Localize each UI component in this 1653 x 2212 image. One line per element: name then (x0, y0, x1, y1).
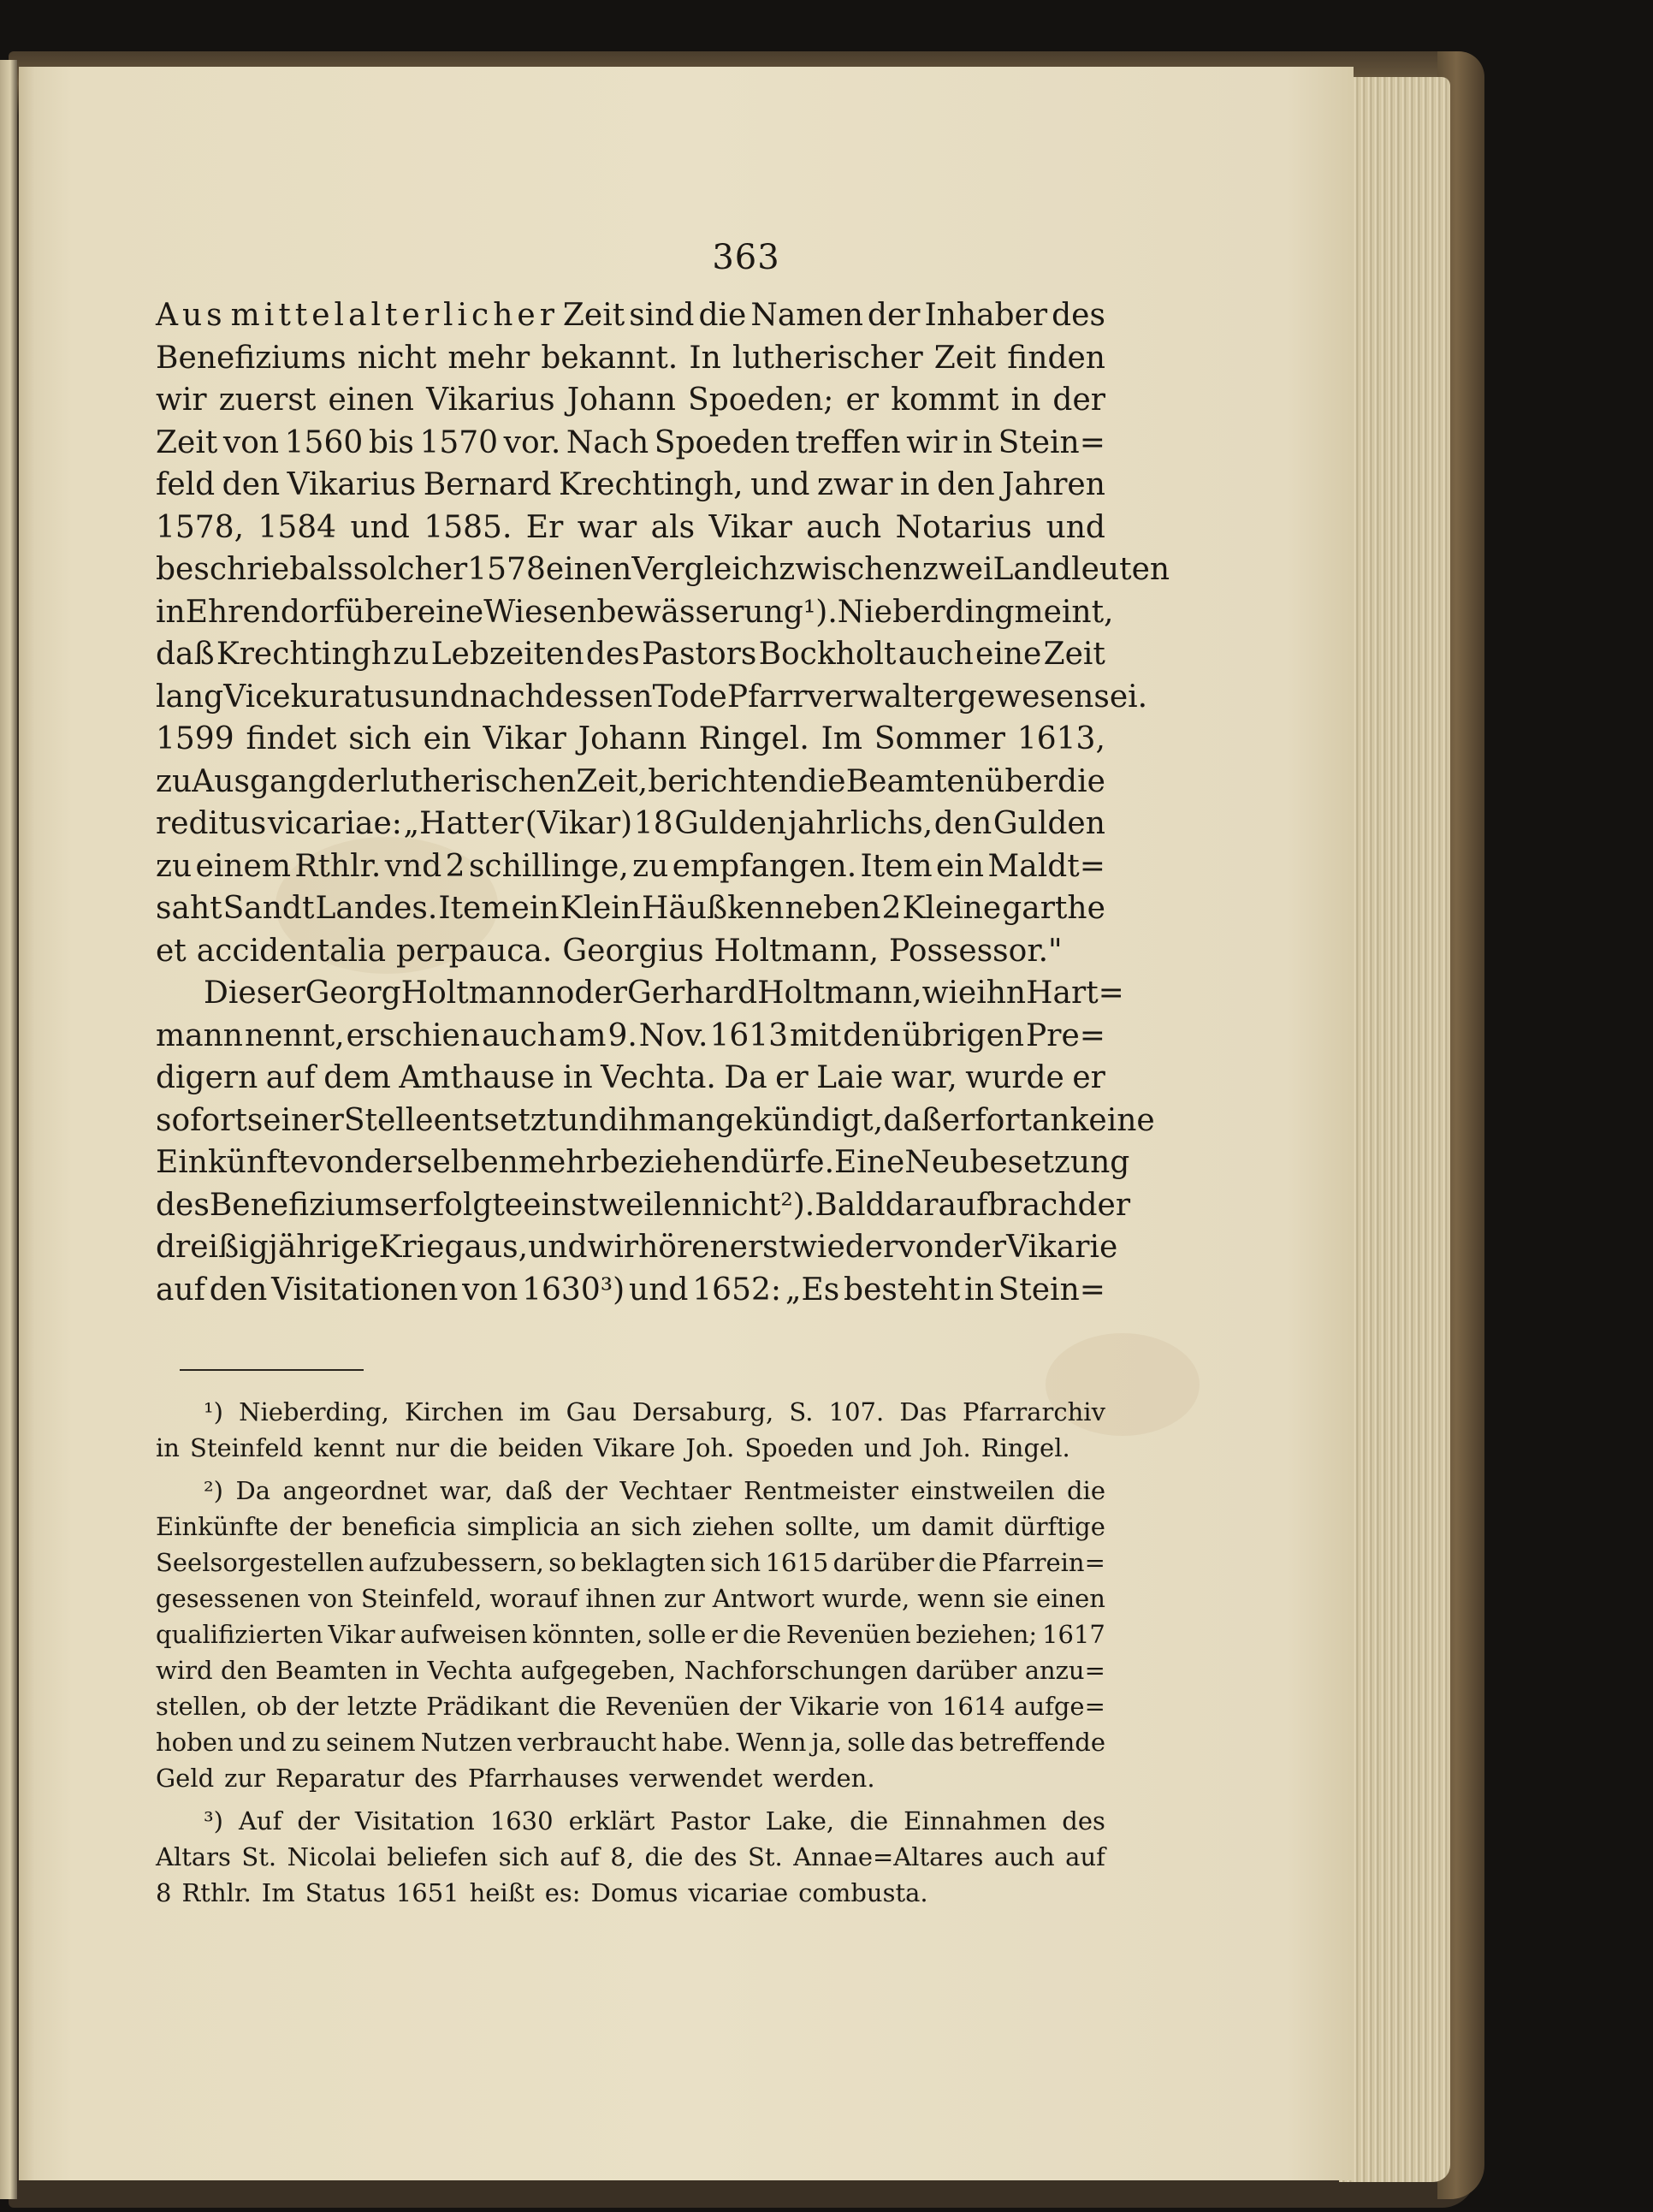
book-page (19, 67, 1354, 2180)
text-line: zu Ausgang der lutherischen Zeit, berichten die Beamten über die (156, 763, 1105, 799)
footnotes-block (156, 1394, 1105, 1911)
text-line: 1578, 1584 und 1585. Er war als Vikar auch Notarius und (156, 509, 1105, 545)
footnote-line: ¹) Nieberding, Kirchen im Gau Dersaburg, S. 107. Das Pfarrarchiv (204, 1397, 1105, 1426)
footnote-line: Einkünfte der beneficia simplicia an sich ziehen sollte, um damit dürftige (156, 1512, 1105, 1541)
text-line: auf den Visitationen von 1630³) und 1652: „Es besteht in Stein= (156, 1272, 1105, 1308)
footnote-line: Altars St. Nicolai beliefen sich auf 8, die des St. Annae=Altares auch auf (156, 1842, 1105, 1871)
facing-page-edge (0, 60, 17, 2199)
text-line: Benefiziums nicht mehr bekannt. In lutherischer Zeit finden (156, 340, 1105, 376)
footnote-line: ²) Da angeordnet war, daß der Vechtaer Rentmeister einstweilen die (204, 1476, 1105, 1505)
text-line: beschrieb als solcher 1578 einen Vergleich zwischen zwei Landleuten (156, 552, 1170, 587)
text-line: et accidentalia perpauca. Georgius Holtmann, Possessor." (156, 933, 1063, 969)
text-line: Dieser Georg Holtmann oder Gerhard Holtmann, wie ihn Hart= (204, 976, 1124, 1011)
footnote-line: stellen, ob der letzte Prädikant die Revenüen der Vikarie von 1614 aufge= (156, 1692, 1105, 1721)
text-line: in Ehrendorf über eine Wiesenbewässerung¹). Nieberding meint, (156, 594, 1114, 630)
footnote-line: 8 Rthlr. Im Status 1651 heißt es: Domus vicariae combusta. (156, 1878, 928, 1907)
main-text-block (156, 294, 1170, 1311)
text-line: feld den Vikarius Bernard Krechtingh, und zwar in den Jahren (156, 467, 1105, 502)
footnote-line: in Steinfeld kennt nur die beiden Vikare Joh. Spoeden und Joh. Ringel. (156, 1433, 1070, 1462)
footnote-separator-rule (180, 1369, 364, 1371)
text-line: lang Vicekuratus und nach dessen Tode Pfarrverwalter gewesen sei. (156, 679, 1148, 715)
text-line: dreißigjährige Krieg aus, und wir hören erst wieder von der Vikarie (156, 1230, 1118, 1265)
footnote-gap (156, 1466, 1105, 1473)
text-line: mann nennt, erschien auch am 9. Nov. 1613 mit den übrigen Pre= (156, 1017, 1105, 1053)
text-line: digern auf dem Amthause in Vechta. Da er Laie war, wurde er (156, 1060, 1105, 1095)
footnote-line: ³) Auf der Visitation 1630 erklärt Pastor Lake, die Einnahmen des (204, 1806, 1105, 1835)
page-stack-edges (1339, 77, 1450, 2182)
footnote-line: qualifizierten Vikar aufweisen könnten, solle er die Revenüen beziehen; 1617 (156, 1620, 1105, 1649)
page-number: 363 (712, 238, 780, 277)
text-line: Aus mittelalterlicher Zeit sind die Namen der Inhaber des (156, 298, 1105, 333)
footnote-line: Geld zur Reparatur des Pfarrhauses verwendet werden. (156, 1764, 875, 1793)
footnote-line: gesessenen von Steinfeld, worauf ihnen zur Antwort wurde, wenn sie einen (156, 1584, 1105, 1613)
text-line: des Benefiziums erfolgte einstweilen nicht²). Bald darauf brach der (156, 1187, 1131, 1223)
text-line: reditus vicariae: „Hatt er (Vikar) 18 Gulden jahrlichs, den Gulden (156, 806, 1105, 841)
footnote-line: wird den Beamten in Vechta aufgegeben, Nachforschungen darüber anzu= (156, 1656, 1105, 1685)
text-line: daß Krechtingh zu Lebzeiten des Pastors Bockholt auch eine Zeit (156, 637, 1105, 672)
text-line: wir zuerst einen Vikarius Johann Spoeden; er kommt in der (156, 383, 1105, 418)
text-line: Einkünfte von derselben mehr beziehen dürfe. Eine Neubesetzung (156, 1145, 1130, 1180)
text-line: sofort seiner Stelle entsetzt und ihm angekündigt, daß er fortan keine (156, 1102, 1155, 1138)
footnote-gap (156, 1796, 1105, 1803)
text-line: 1599 findet sich ein Vikar Johann Ringel. Im Sommer 1613, (156, 721, 1105, 756)
footnote-line: Seelsorgestellen aufzubessern, so beklagten sich 1615 darüber die Pfarrein= (156, 1548, 1105, 1577)
text-line: Zeit von 1560 bis 1570 vor. Nach Spoeden treffen wir in Stein= (156, 424, 1105, 460)
footnote-line: hoben und zu seinem Nutzen verbraucht habe. Wenn ja, solle das betreffende (156, 1728, 1105, 1757)
text-line: saht Sandt Landes. Item ein Klein Häußken neben 2 Kleine garthe (156, 891, 1105, 926)
text-line: zu einem Rthlr. vnd 2 schillinge, zu empfangen. Item ein Maldt= (156, 848, 1105, 884)
